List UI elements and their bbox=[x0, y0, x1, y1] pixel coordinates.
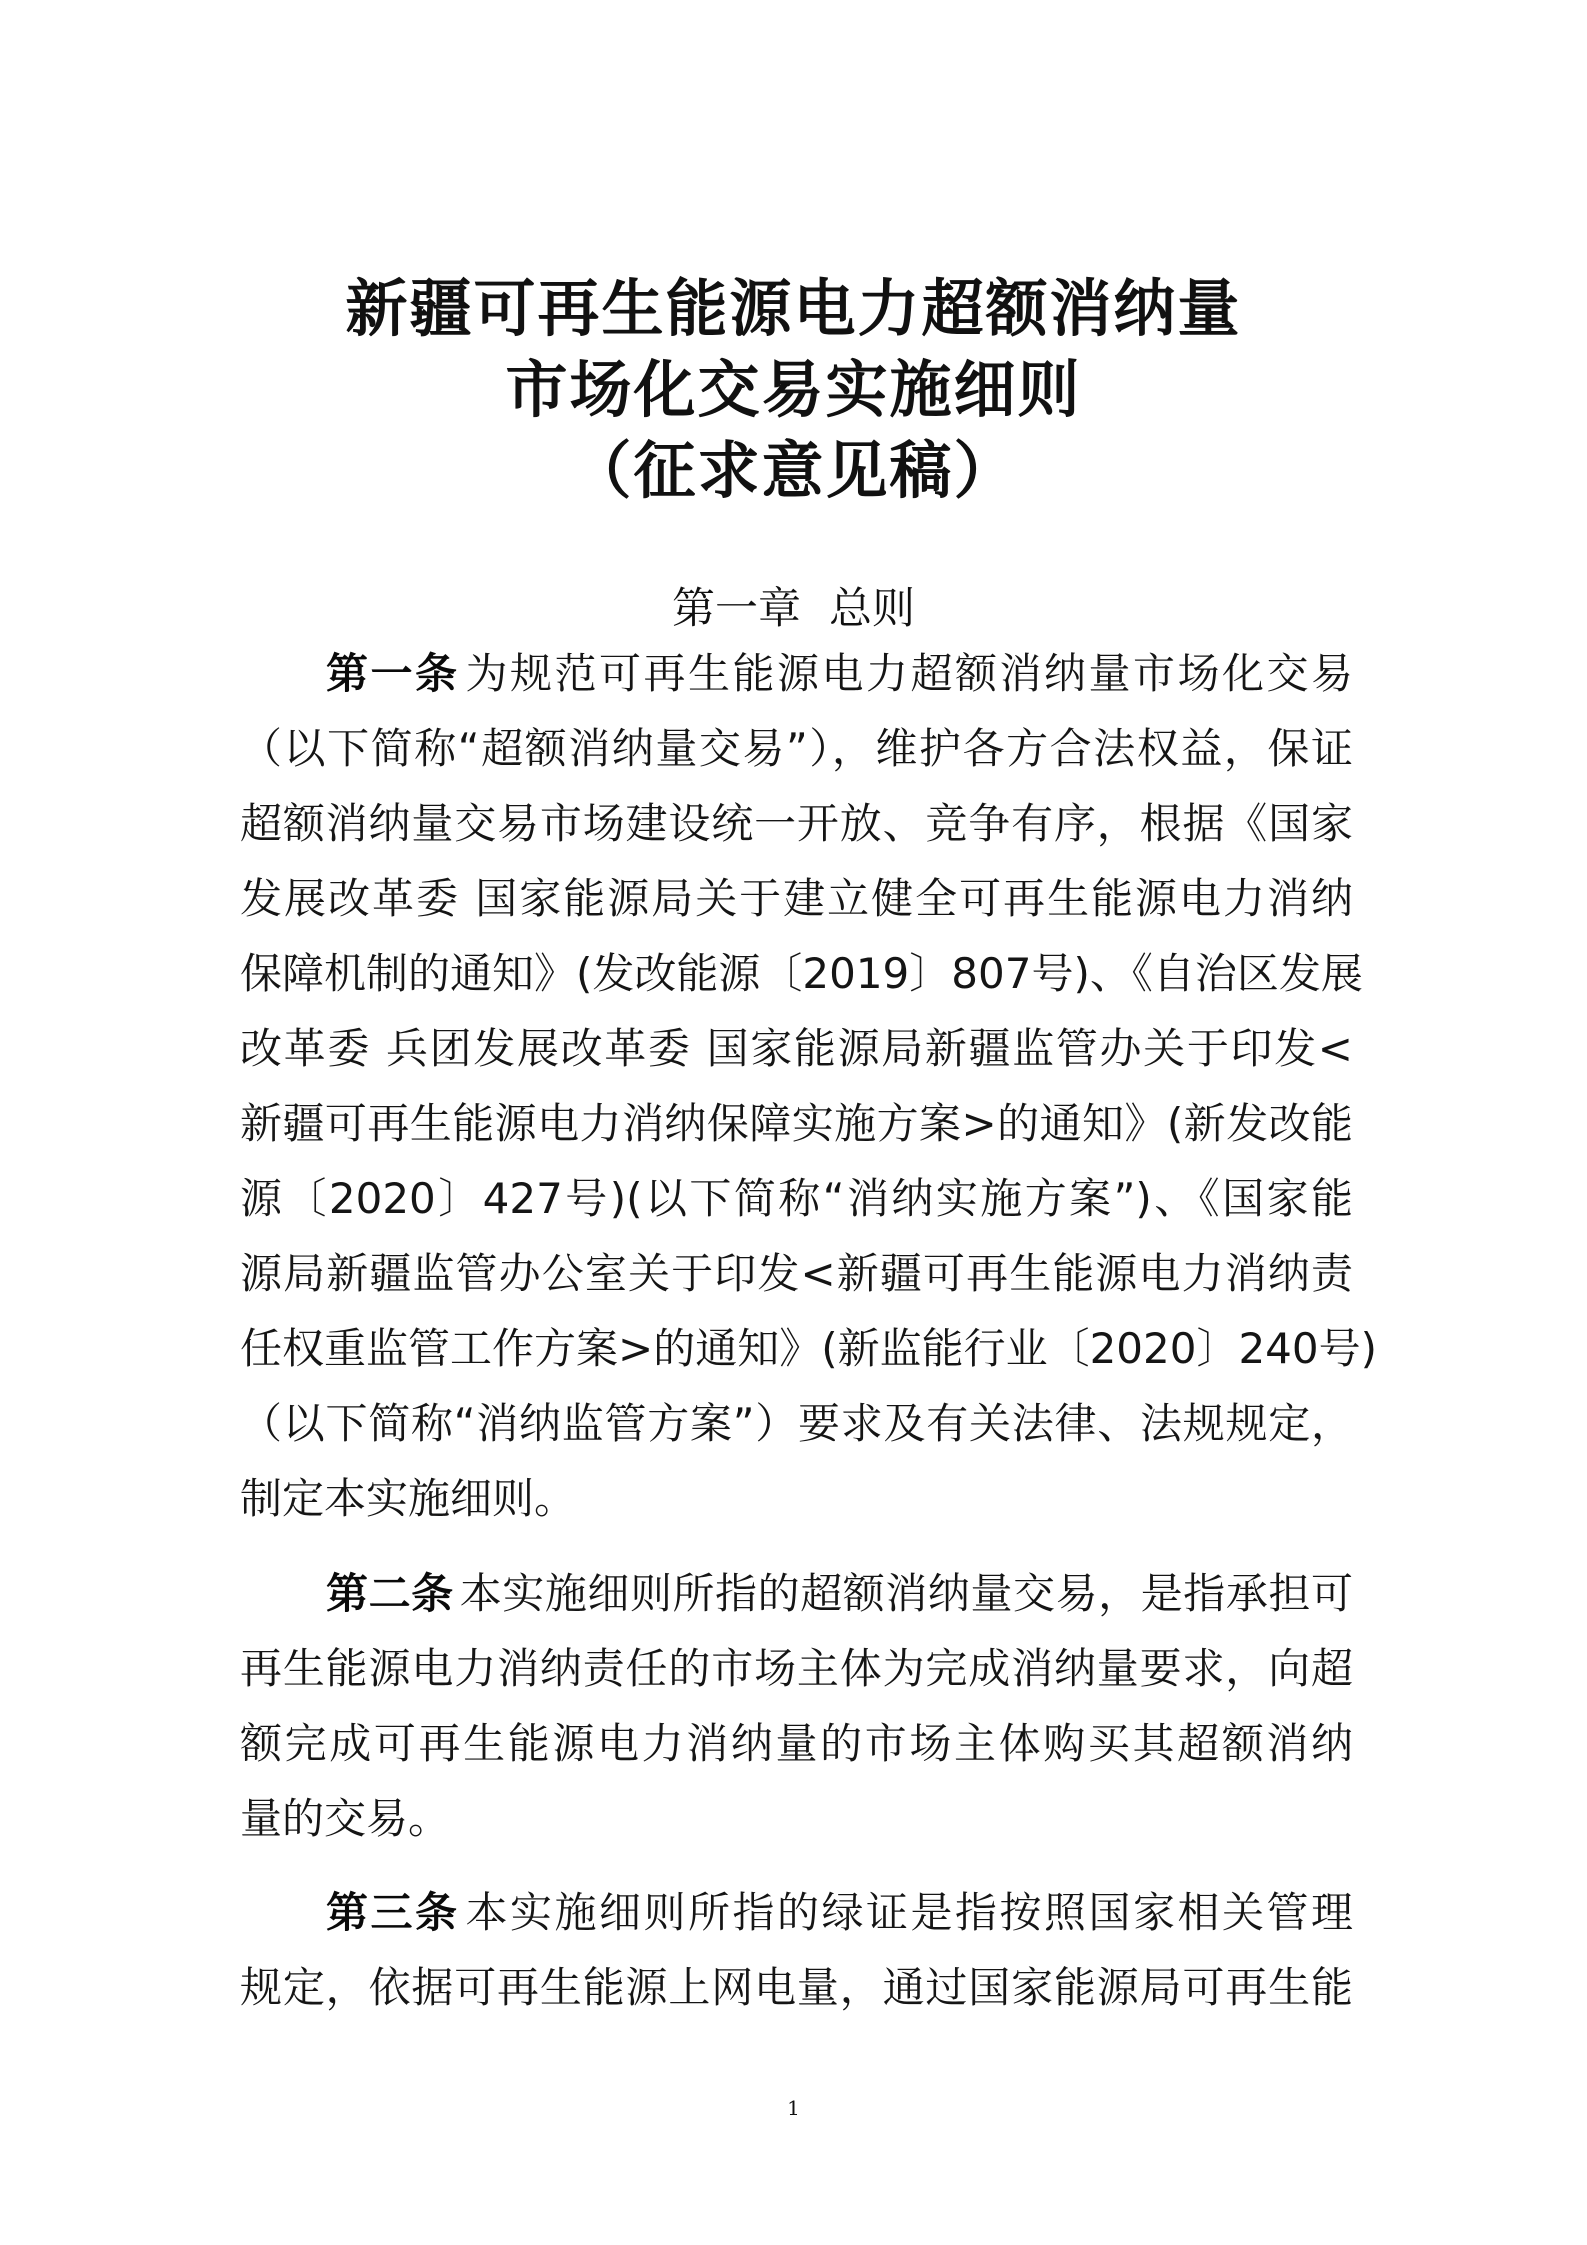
article-line: （以下简称“超额消纳量交易”），维护各方合法权益，保证 bbox=[240, 724, 1353, 773]
article-line: 额完成可再生能源电力消纳量的市场主体购买其超额消纳 bbox=[240, 1719, 1353, 1768]
article-label: 第二条 bbox=[326, 1569, 454, 1618]
article-line: （以下简称“消纳监管方案”）要求及有关法律、法规规定， bbox=[240, 1399, 1353, 1448]
article-line: 改革委 兵团发展改革委 国家能源局新疆监管办关于印发< bbox=[240, 1024, 1353, 1073]
article-line: 新疆可再生能源电力消纳保障实施方案>的通知》(新发改能 bbox=[240, 1099, 1353, 1148]
article-line: 量的交易。 bbox=[240, 1794, 451, 1843]
article-line: 第一条 为规范可再生能源电力超额消纳量市场化交易 bbox=[326, 649, 1353, 698]
article-line: 再生能源电力消纳责任的市场主体为完成消纳量要求，向超 bbox=[240, 1644, 1353, 1693]
article-line: 保障机制的通知》(发改能源〔2019〕807号)、《自治区发展 bbox=[240, 949, 1363, 998]
article-line: 第二条 本实施细则所指的超额消纳量交易，是指承担可 bbox=[326, 1569, 1353, 1618]
article-line: 源〔2020〕427号)(以下简称“消纳实施方案”)、《国家能 bbox=[240, 1174, 1353, 1223]
article-line: 第三条 本实施细则所指的绿证是指按照国家相关管理 bbox=[326, 1888, 1353, 1937]
article-line: 发展改革委 国家能源局关于建立健全可再生能源电力消纳 bbox=[240, 874, 1353, 923]
chapter-number: 第一章 bbox=[672, 584, 801, 634]
document-title-line-2: 市场化交易实施细则 bbox=[505, 353, 1082, 426]
document-title-line-3: （征求意见稿） bbox=[569, 434, 1018, 507]
article-line: 任权重监管工作方案>的通知》(新监能行业〔2020〕240号) bbox=[240, 1324, 1378, 1373]
article-label: 第一条 bbox=[326, 649, 460, 698]
article-line: 制定本实施细则。 bbox=[240, 1474, 577, 1523]
chapter-heading bbox=[0, 584, 1587, 634]
chapter-name: 总则 bbox=[829, 584, 915, 634]
article-label: 第三条 bbox=[326, 1888, 460, 1937]
article-line: 规定，依据可再生能源上网电量，通过国家能源局可再生能 bbox=[240, 1963, 1353, 2012]
document-title-line-1: 新疆可再生能源电力超额消纳量 bbox=[345, 272, 1242, 345]
article-line: 源局新疆监管办公室关于印发<新疆可再生能源电力消纳责 bbox=[240, 1249, 1353, 1298]
article-line: 超额消纳量交易市场建设统一开放、竞争有序，根据《国家 bbox=[240, 799, 1353, 848]
page-number: 1 bbox=[787, 2096, 800, 2120]
